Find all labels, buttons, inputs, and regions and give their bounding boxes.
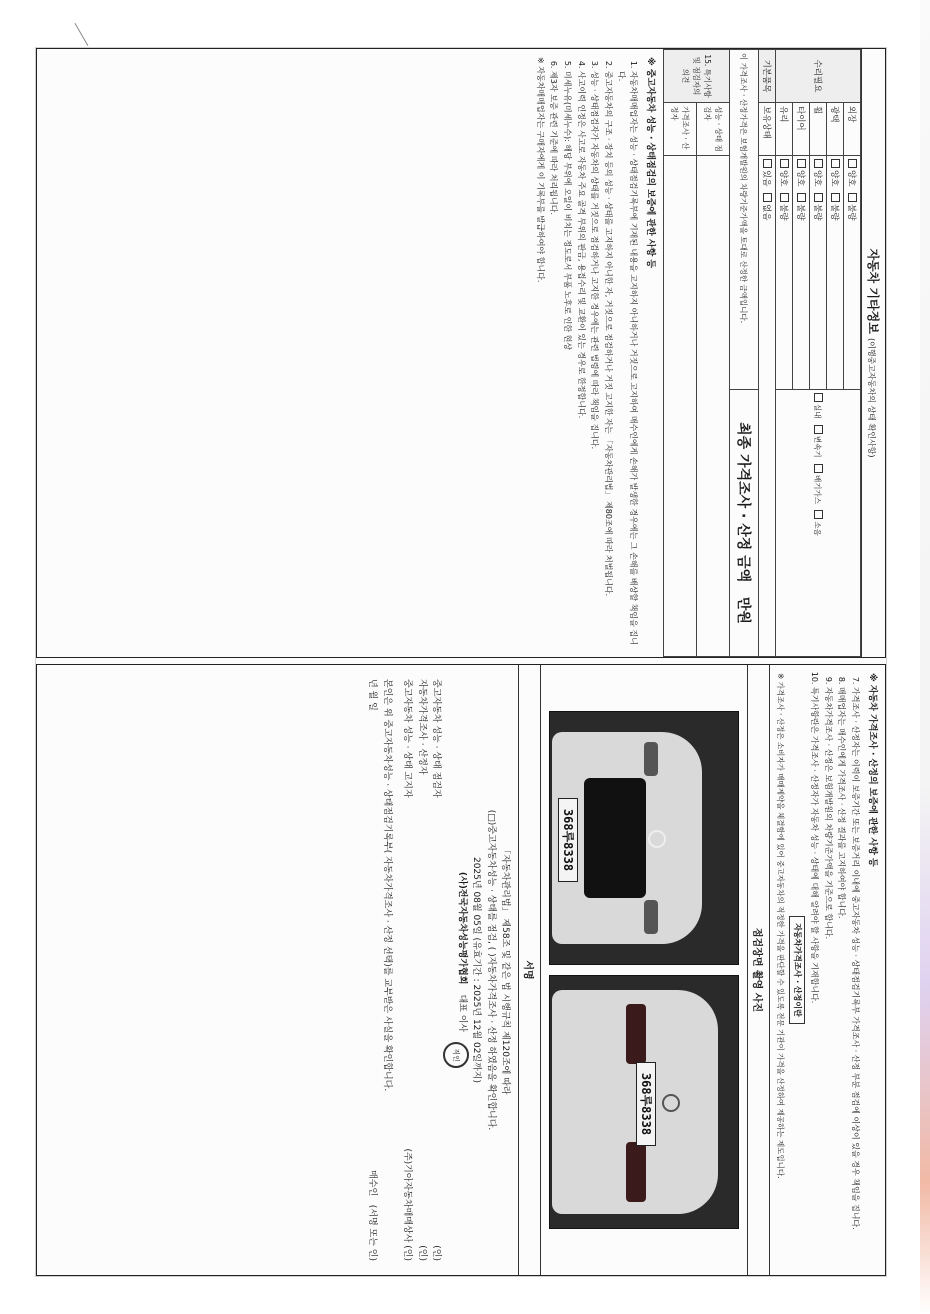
notice-list bbox=[548, 57, 639, 649]
status-row-basic: 기본품목 보유상태 있음 없음 bbox=[759, 50, 776, 657]
cert-org: (사)전국자동차성능평가협회 bbox=[456, 871, 467, 985]
status-table: 수리필요 외장 양호 불량 실내 변속기 배기가스 소음 광택 양호 불량 휠 양호 불량 타이어 양호 불량 유리 양호 불량 기본품목 보유상태 있음 없음 이 가격조사 · 산정가격은 보험개발원의 차량기준가액을 토대로 산정한 금액입니다. 최종 가격조사 · 산정 금액 만원 15. 특기사항 및 점검자의 의견 성능 · 상태 점검자 가격조사 · 산정자 bbox=[663, 49, 861, 657]
group-label-basic: 기본품목 bbox=[759, 50, 776, 103]
checkbox[interactable] bbox=[814, 159, 823, 168]
checkbox[interactable] bbox=[797, 159, 806, 168]
role-notifier: 중고자동차 성능 · 상태 고지자 (주)기아자동차매매상사 (인) bbox=[402, 679, 413, 1261]
group-label-repair: 수리필요 bbox=[776, 50, 861, 103]
appraisal-item: 7. 가격조사 · 산정자는 이력이 보증기간 또는 보증거리 이내에 중고자동차 성능 · 상태점검기록부 가격조사 · 산정 부분 점검에 이상이 있을 경우 책임을 집니다. bbox=[849, 687, 861, 1267]
photo-row bbox=[541, 665, 747, 1275]
license-plate: 368루8338 bbox=[636, 1062, 656, 1146]
cert-check-line: (□)중고자동차성능 · 상태를 점검, ( )자동차가격조사 · 산정 하였음을 확인합니다. bbox=[485, 809, 496, 1131]
seal-stamp: 직인 bbox=[443, 1042, 469, 1068]
item-wheel: 휠 bbox=[810, 103, 827, 156]
checkbox[interactable] bbox=[780, 159, 789, 168]
appraisal-badge-note: ※ 가격조사 · 산정은 소비자가 매매계약을 체결함에 있어 중고자동차의 적정한 가격을 판단할 수 있도록 전문 기관이 가격을 산정하여 제공하는 제도입니다. bbox=[775, 673, 785, 1179]
signature-title: 서명 bbox=[518, 665, 541, 1275]
price-row bbox=[730, 50, 759, 657]
notice-section bbox=[530, 49, 663, 657]
cert-rep: 대표 이사 bbox=[456, 994, 467, 1033]
cert-date: 2025년 08월 05일 (유효기간 : 2025년 12월 02일까지) bbox=[471, 856, 482, 1084]
notice-item: 4. 사고이력 인정은 사고로 자동차 주요 골격 부위의 판금, 용접수리 및 교환이 있는 경우로 한정합니다. bbox=[575, 71, 587, 649]
final-price: 최종 가격조사 · 산정 금액 만원 bbox=[730, 390, 759, 657]
appraisal-item: 9. 자동차가격조사 · 산정은 보험개발원의 차량기준가액을 기준으로 합니다. bbox=[822, 687, 834, 1267]
receipt-text: 본인은 위 중고자동차성능 · 상태점검기록부( 자동차가격조사 · 산정 선택)를 교부받은 사실을 확인합니다. bbox=[381, 679, 392, 1092]
right-panel bbox=[36, 664, 886, 1276]
inspection-photo-front bbox=[549, 711, 739, 965]
certificate bbox=[359, 665, 518, 1275]
appraisal-notice-list bbox=[809, 673, 861, 1267]
checkbox[interactable] bbox=[763, 159, 772, 168]
checkbox[interactable] bbox=[831, 193, 840, 202]
document-sheet bbox=[36, 48, 886, 1276]
special-row bbox=[697, 50, 730, 657]
notice-item: 1. 자동차매매업자는 성능 · 상태점검기록부에 기재된 내용을 고지하지 아니하거나 거짓으로 고지하여 매수인에게 손해가 발생한 경우에는 그 손해를 배상할 책임을 집니다. bbox=[616, 71, 639, 649]
item-exterior: 외장 bbox=[844, 103, 861, 156]
checkbox[interactable] bbox=[797, 193, 806, 202]
checkbox[interactable] bbox=[848, 193, 857, 202]
scan-edge bbox=[920, 0, 930, 1314]
buyer-sign[interactable]: (서명 또는 인) bbox=[367, 1204, 378, 1261]
appraisal-notice bbox=[770, 665, 885, 1275]
left-panel bbox=[36, 48, 886, 658]
extra-items: 실내 변속기 배기가스 소음 bbox=[776, 390, 861, 657]
notice-item: 5. 미세누유(미세누수): 해당 부위에 오일이 비치는 정도로서 부품 노후로 인한 현상 bbox=[561, 71, 573, 649]
special-inspector: 성능 · 상태 점검자 bbox=[697, 103, 730, 156]
item-possession: 보유상태 bbox=[759, 103, 776, 156]
receipt-date: 년 월 일 bbox=[367, 679, 378, 711]
status-title: 자동차 기타정보 (이행중고자동차의 상태 확인사항) bbox=[861, 49, 885, 657]
notice-footer: ※ 자동차매매업자는 구매자에게 이 기록부를 발급하여야 합니다. bbox=[535, 57, 545, 283]
notice-title: ※ 중고자동차 성능 · 상태점검의 보증에 관한 사항 등 bbox=[645, 57, 655, 269]
cert-law-line: 「자동차관리법」 제58조 및 같은 법 시행규칙 제120조에 따라 bbox=[500, 845, 511, 1095]
item-exterior-opts: 양호 불량 bbox=[844, 156, 861, 390]
role-inspector: 중고자동차 성능 · 상태 점검자 (인) bbox=[430, 679, 441, 1261]
appraisal-badge: 자동차가격조사 · 산정이란 bbox=[789, 916, 805, 1024]
inspection-photo-rear bbox=[549, 975, 739, 1229]
appraisal-item: 8. 매매업자는 매수인에게 가격조사 · 산정 결과를 고지하여야 합니다. bbox=[836, 687, 848, 1267]
notice-item: 2. 중고자동차의 구조 · 장치 등의 성능 · 상태를 고지하지 아니한 자, 거짓으로 점검하거나 거짓 고지한 자는 「자동차관리법」 제80조에 따라 처벌됩니다. bbox=[602, 71, 614, 649]
appraisal-notice-title: ※ 자동차 가격조사 · 산정의 보증에 관한 사항 등 bbox=[867, 673, 877, 867]
special-appraiser: 가격조사 · 산정자 bbox=[664, 103, 697, 156]
item-gloss: 광택 bbox=[827, 103, 844, 156]
special-label: 15. 특기사항 및 점검자의 의견 bbox=[664, 50, 730, 103]
status-row-repair bbox=[844, 50, 861, 657]
price-note: 이 가격조사 · 산정가격은 보험개발원의 차량기준가액을 토대로 산정한 금액입니다. bbox=[730, 50, 759, 390]
rotated-content bbox=[36, 48, 886, 1276]
license-plate: 368루8338 bbox=[558, 798, 578, 882]
item-glass: 유리 bbox=[776, 103, 793, 156]
photo-section-title: 점검장면 촬영 사진 bbox=[747, 665, 770, 1275]
checkbox[interactable] bbox=[763, 193, 772, 202]
fold-mark bbox=[75, 16, 101, 46]
notice-item: 3. 성능 · 상태점검자가 자동차의 상태를 거짓으로 점검하거나 고지한 경우에는 관련 법령에 따라 책임을 집니다. bbox=[589, 71, 601, 649]
checkbox[interactable] bbox=[780, 193, 789, 202]
buyer-label: 매수인 bbox=[367, 1170, 378, 1197]
item-tire: 타이어 bbox=[793, 103, 810, 156]
checkbox[interactable] bbox=[831, 159, 840, 168]
notice-item: 6. 제3자 보증 관련 기준에 따라 처리됩니다. bbox=[548, 71, 560, 649]
appraisal-item: 10. 특기사항란은 가격조사 · 산정자가 자동차 성능 · 상태에 대해 알려야 할 사항을 기재합니다. bbox=[809, 687, 821, 1267]
checkbox[interactable] bbox=[848, 159, 857, 168]
role-appraiser: 자동차가격조사 · 산정자 (인) bbox=[416, 679, 427, 1261]
checkbox[interactable] bbox=[814, 193, 823, 202]
